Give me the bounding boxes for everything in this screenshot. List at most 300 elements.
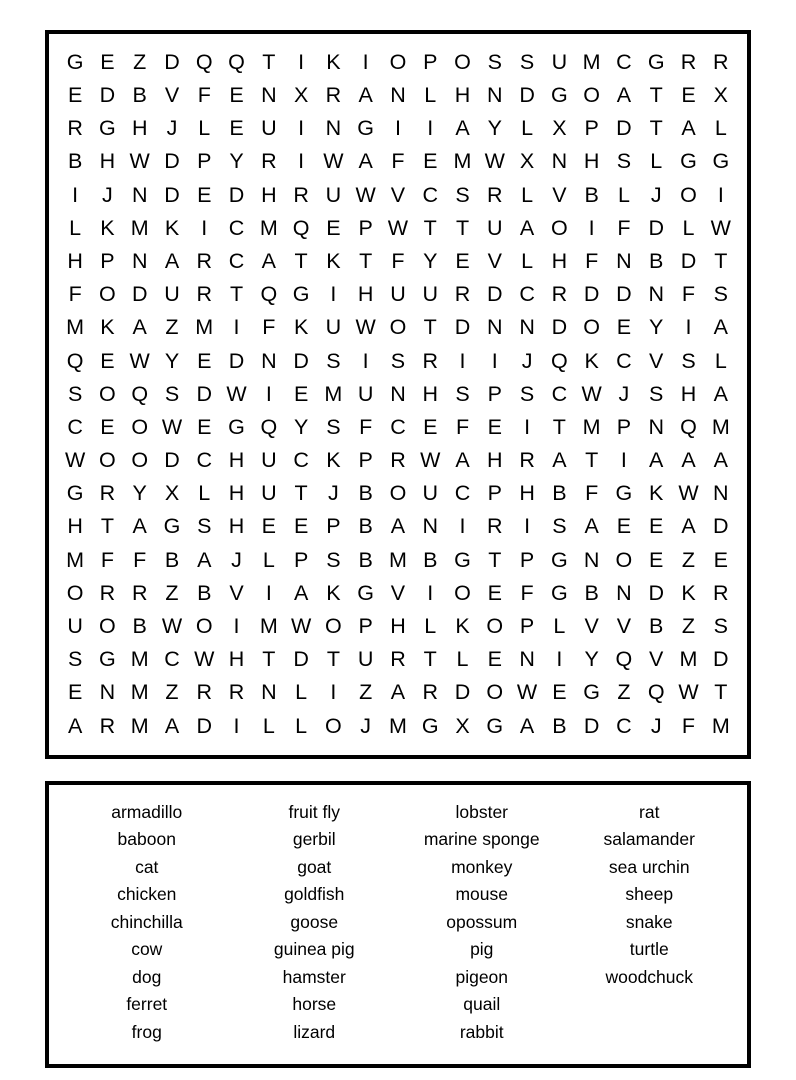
grid-cell: O	[131, 448, 149, 473]
grid-cell: A	[681, 448, 696, 473]
grid-cell: N	[131, 248, 148, 273]
grid-cell: R	[487, 514, 503, 539]
grid-cell: E	[100, 348, 115, 373]
grid-cell: E	[229, 116, 244, 141]
grid-cell: S	[552, 514, 567, 539]
grid-cell: I	[556, 647, 563, 672]
grid-cell: J	[650, 182, 662, 207]
word-list-item: chicken	[117, 884, 177, 905]
grid-cell: N	[519, 647, 535, 672]
grid-cell: I	[265, 580, 272, 605]
word-list-item: snake	[625, 911, 673, 932]
grid-cell: Y	[164, 348, 180, 373]
grid-cell: Z	[359, 680, 373, 705]
grid-cell: E	[100, 414, 115, 439]
grid-cell: O	[583, 83, 600, 108]
grid-cell: U	[390, 282, 406, 307]
grid-row	[59, 146, 737, 179]
grid-row	[59, 710, 737, 743]
grid-cell: L	[714, 348, 727, 373]
grid-cell: G	[357, 116, 375, 141]
grid-cell: M	[130, 647, 149, 672]
grid-cell: K	[326, 448, 341, 473]
grid-cell: E	[487, 580, 502, 605]
grid-cell: T	[714, 248, 728, 273]
grid-cell: M	[582, 414, 601, 439]
grid-cell: M	[324, 381, 343, 406]
grid-cell: D	[164, 182, 180, 207]
grid-cell: E	[616, 315, 632, 340]
grid-cell: A	[616, 83, 632, 108]
grid-cell: A	[713, 381, 728, 406]
grid-cell: S	[487, 49, 502, 74]
grid-cell: L	[262, 713, 275, 738]
grid-cell: V	[229, 580, 244, 605]
grid-row	[59, 544, 737, 577]
grid-cell: Y	[132, 481, 147, 506]
word-list-column-1	[63, 799, 231, 1047]
grid-cell: G	[647, 49, 665, 74]
grid-cell: A	[164, 248, 180, 273]
word-list-item: cow	[131, 939, 163, 960]
grid-cell: D	[648, 215, 664, 240]
grid-cell: A	[197, 547, 212, 572]
grid-cell: L	[682, 215, 695, 240]
grid-cell: Z	[681, 547, 696, 572]
grid-cell: Z	[617, 680, 631, 705]
grid-cell: V	[390, 182, 406, 207]
grid-cell: D	[164, 448, 180, 473]
grid-cell: C	[616, 49, 632, 74]
grid-cell: U	[422, 282, 438, 307]
grid-cell: E	[293, 381, 309, 406]
grid-cell: A	[132, 315, 147, 340]
grid-cell: B	[164, 547, 180, 572]
grid-cell: B	[649, 614, 664, 639]
grid-cell: E	[681, 83, 696, 108]
grid-cell: T	[262, 647, 276, 672]
grid-cell: I	[427, 580, 434, 605]
grid-cell: E	[713, 547, 728, 572]
grid-cell: E	[649, 514, 664, 539]
grid-cell: J	[650, 713, 662, 738]
grid-cell: I	[717, 182, 724, 207]
grid-cell: O	[325, 614, 342, 639]
grid-cell: S	[390, 348, 406, 373]
grid-cell: W	[387, 215, 409, 240]
grid-cell: F	[262, 315, 276, 340]
grid-cell: O	[454, 580, 471, 605]
grid-cell: P	[358, 614, 373, 639]
word-list-item: sea urchin	[608, 856, 690, 877]
grid-cell: N	[261, 83, 277, 108]
grid-cell: E	[67, 680, 83, 705]
grid-cell: Q	[260, 414, 278, 439]
grid-cell: G	[421, 713, 439, 738]
grid-row	[59, 46, 737, 79]
word-list-item: mouse	[455, 884, 509, 905]
grid-cell: B	[584, 182, 599, 207]
grid-cell: S	[681, 348, 696, 373]
grid-cell: U	[487, 215, 503, 240]
grid-cell: N	[551, 149, 568, 174]
grid-cell: G	[615, 481, 633, 506]
grid-cell: P	[100, 248, 115, 273]
word-list-item: goat	[297, 856, 332, 877]
grid-cell: D	[583, 713, 600, 738]
grid-cell: Q	[228, 49, 245, 74]
grid-cell: L	[295, 680, 308, 705]
grid-cell: A	[358, 83, 373, 108]
word-list-item: pigeon	[455, 966, 509, 987]
grid-row	[59, 345, 737, 378]
grid-row	[59, 411, 737, 444]
grid-cell: T	[552, 414, 566, 439]
grid-cell: D	[131, 282, 148, 307]
grid-cell: L	[521, 182, 534, 207]
grid-cell: A	[455, 116, 470, 141]
grid-cell: K	[455, 614, 470, 639]
grid-cell: O	[389, 481, 407, 506]
grid-cell: H	[228, 481, 245, 506]
grid-cell: R	[67, 116, 83, 141]
grid-cell: P	[519, 614, 535, 639]
grid-cell: R	[196, 680, 213, 705]
grid-cell: V	[584, 614, 599, 639]
grid-cell: K	[584, 348, 599, 373]
grid-cell: R	[713, 49, 729, 74]
grid-cell: P	[487, 481, 502, 506]
grid-cell: W	[161, 414, 183, 439]
grid-cell: M	[711, 713, 730, 738]
grid-cell: B	[197, 580, 212, 605]
grid-cell: J	[231, 547, 242, 572]
grid-cell: K	[293, 315, 309, 340]
grid-cell: L	[553, 614, 566, 639]
grid-cell: Q	[550, 348, 568, 373]
grid-cell: F	[585, 248, 599, 273]
grid-cell: D	[519, 83, 535, 108]
grid-cell: O	[389, 315, 407, 340]
grid-cell: D	[487, 282, 503, 307]
grid-cell: A	[681, 514, 696, 539]
grid-cell: F	[520, 580, 534, 605]
grid-cell: Y	[649, 315, 664, 340]
word-list-item: hamster	[282, 966, 346, 987]
grid-cell: O	[99, 448, 116, 473]
grid-cell: I	[620, 448, 627, 473]
grid-row	[59, 677, 737, 710]
grid-cell: F	[68, 282, 82, 307]
grid-cell: H	[228, 448, 245, 473]
grid-cell: U	[261, 481, 277, 506]
grid-cell: L	[262, 547, 275, 572]
grid-cell: L	[424, 83, 437, 108]
grid-cell: N	[648, 282, 664, 307]
grid-cell: H	[228, 647, 245, 672]
grid-cell: S	[326, 547, 341, 572]
grid-cell: D	[551, 315, 568, 340]
grid-cell: E	[293, 514, 309, 539]
grid-cell: Z	[165, 315, 179, 340]
grid-cell: N	[261, 680, 277, 705]
grid-cell: G	[550, 83, 568, 108]
grid-cell: R	[454, 282, 471, 307]
grid-cell: O	[99, 381, 116, 406]
grid-cell: C	[196, 448, 213, 473]
grid-cell: P	[423, 49, 438, 74]
grid-cell: P	[197, 149, 212, 174]
grid-cell: V	[164, 83, 180, 108]
grid-row	[59, 245, 737, 278]
grid-cell: A	[261, 248, 276, 273]
grid-cell: D	[648, 580, 664, 605]
grid-cell: Y	[584, 647, 599, 672]
word-list-item: rabbit	[459, 1021, 504, 1042]
grid-cell: X	[552, 116, 567, 141]
grid-cell: M	[711, 414, 730, 439]
grid-row	[59, 444, 737, 477]
grid-cell: F	[681, 282, 696, 307]
grid-cell: Q	[260, 282, 278, 307]
grid-cell: I	[298, 49, 305, 74]
word-list-item: goldfish	[284, 884, 345, 905]
grid-cell: C	[616, 348, 632, 373]
grid-cell: H	[131, 116, 148, 141]
grid-cell: Q	[615, 647, 633, 672]
grid-cell: R	[99, 713, 116, 738]
grid-cell: A	[519, 713, 535, 738]
grid-cell: R	[551, 282, 568, 307]
grid-cell: J	[360, 713, 372, 738]
grid-cell: H	[454, 83, 471, 108]
grid-cell: B	[358, 481, 373, 506]
grid-cell: O	[454, 49, 471, 74]
grid-cell: E	[197, 182, 212, 207]
grid-cell: E	[197, 414, 212, 439]
word-list-item: cat	[135, 856, 159, 877]
grid-cell: K	[100, 215, 115, 240]
grid-cell: H	[519, 481, 535, 506]
grid-cell: G	[712, 149, 730, 174]
grid-cell: L	[424, 614, 437, 639]
grid-cell: H	[67, 248, 83, 273]
grid-cell: N	[487, 83, 503, 108]
grid-cell: C	[164, 647, 180, 672]
grid-cell: O	[99, 614, 116, 639]
word-list-item: armadillo	[111, 801, 183, 822]
grid-row	[59, 577, 737, 610]
grid-cell: F	[681, 713, 696, 738]
grid-cell: D	[293, 647, 309, 672]
grid-cell: E	[455, 248, 470, 273]
grid-cell: R	[680, 49, 697, 74]
word-list-item: guinea pig	[273, 939, 355, 960]
grid-cell: W	[355, 182, 376, 207]
grid-cell: U	[325, 315, 342, 340]
grid-cell: X	[519, 149, 535, 174]
grid-cell: R	[422, 348, 438, 373]
word-list-column-3	[398, 799, 566, 1047]
grid-cell: T	[423, 315, 437, 340]
grid-cell: I	[588, 215, 595, 240]
grid-cell: U	[422, 481, 438, 506]
grid-cell: U	[164, 282, 180, 307]
grid-cell: J	[102, 182, 113, 207]
grid-cell: O	[486, 614, 504, 639]
word-search-grid-panel	[45, 30, 751, 759]
grid-cell: M	[66, 315, 85, 340]
grid-cell: A	[681, 116, 696, 141]
grid-cell: V	[552, 182, 567, 207]
grid-cell: T	[294, 248, 308, 273]
grid-cell: G	[99, 647, 116, 672]
grid-cell: W	[129, 149, 150, 174]
grid-cell: O	[615, 547, 633, 572]
grid-cell: B	[423, 547, 438, 572]
grid-cell: G	[550, 580, 568, 605]
grid-cell: M	[66, 547, 85, 572]
grid-cell: F	[391, 149, 405, 174]
grid-cell: Q	[131, 381, 149, 406]
grid-row	[59, 610, 737, 643]
grid-row	[59, 112, 737, 145]
grid-cell: E	[67, 83, 83, 108]
grid-cell: N	[422, 514, 438, 539]
grid-cell: W	[581, 381, 602, 406]
grid-cell: F	[391, 248, 405, 273]
grid-cell: K	[326, 49, 341, 74]
grid-cell: E	[616, 514, 632, 539]
grid-cell: O	[325, 713, 342, 738]
grid-cell: O	[680, 182, 697, 207]
grid-cell: H	[422, 381, 438, 406]
grid-cell: I	[233, 315, 240, 340]
grid-cell: A	[713, 315, 728, 340]
grid-cell: W	[194, 647, 215, 672]
grid-cell: L	[521, 116, 534, 141]
grid-cell: Z	[133, 49, 147, 74]
grid-cell: S	[649, 381, 664, 406]
grid-cell: U	[551, 49, 568, 74]
grid-cell: L	[521, 248, 534, 273]
grid-row	[59, 378, 737, 411]
grid-cell: G	[454, 547, 471, 572]
grid-cell: G	[66, 49, 84, 74]
word-list-item: rat	[639, 801, 660, 822]
grid-cell: K	[681, 580, 696, 605]
grid-cell: S	[519, 49, 535, 74]
grid-cell: T	[649, 83, 663, 108]
grid-cell: N	[390, 83, 406, 108]
grid-cell: B	[132, 614, 147, 639]
word-list-item: marine sponge	[423, 829, 540, 850]
grid-cell: N	[325, 116, 342, 141]
grid-cell: A	[552, 448, 567, 473]
grid-cell: W	[64, 448, 86, 473]
grid-cell: I	[459, 348, 466, 373]
grid-cell: A	[584, 514, 599, 539]
grid-cell: T	[585, 448, 599, 473]
grid-cell: L	[617, 182, 630, 207]
word-list-item: quail	[463, 994, 501, 1015]
grid-cell: C	[422, 182, 438, 207]
grid-cell: M	[130, 713, 149, 738]
grid-cell: E	[487, 414, 502, 439]
grid-cell: I	[491, 348, 498, 373]
word-list-panel	[45, 781, 751, 1069]
grid-row	[59, 643, 737, 676]
grid-cell: I	[685, 315, 692, 340]
grid-cell: B	[358, 547, 373, 572]
grid-cell: J	[328, 481, 339, 506]
word-list-column-4	[566, 799, 734, 1047]
grid-cell: M	[259, 215, 278, 240]
grid-cell: D	[99, 83, 116, 108]
grid-cell: R	[325, 83, 342, 108]
word-list-item: fruit fly	[288, 801, 341, 822]
grid-cell: I	[427, 116, 434, 141]
grid-cell: S	[455, 381, 470, 406]
grid-cell: Y	[293, 414, 309, 439]
grid-cell: B	[132, 83, 147, 108]
grid-cell: U	[325, 182, 342, 207]
word-list-item: ferret	[126, 994, 168, 1015]
grid-cell: A	[390, 680, 406, 705]
grid-cell: I	[459, 514, 466, 539]
grid-cell: W	[355, 315, 376, 340]
grid-cell: I	[330, 282, 337, 307]
grid-cell: R	[519, 448, 535, 473]
grid-cell: U	[261, 116, 277, 141]
grid-cell: M	[453, 149, 472, 174]
grid-cell: C	[519, 282, 535, 307]
grid-cell: O	[583, 315, 600, 340]
grid-cell: W	[420, 448, 441, 473]
grid-cell: Z	[165, 580, 179, 605]
grid-cell: Y	[487, 116, 502, 141]
grid-cell: R	[261, 149, 277, 174]
grid-cell: A	[164, 713, 180, 738]
grid-cell: C	[293, 448, 309, 473]
grid-cell: J	[166, 116, 178, 141]
grid-cell: P	[293, 547, 309, 572]
grid-cell: B	[358, 514, 373, 539]
grid-cell: D	[713, 514, 729, 539]
grid-cell: G	[99, 116, 116, 141]
grid-cell: R	[487, 182, 503, 207]
grid-cell: K	[326, 580, 341, 605]
grid-cell: E	[649, 547, 664, 572]
grid-cell: H	[551, 248, 568, 273]
grid-cell: P	[326, 514, 341, 539]
grid-row	[59, 79, 737, 112]
grid-cell: G	[680, 149, 697, 174]
grid-cell: N	[487, 315, 503, 340]
grid-cell: H	[67, 514, 83, 539]
grid-cell: M	[130, 680, 149, 705]
grid-cell: T	[262, 49, 276, 74]
grid-cell: T	[714, 680, 728, 705]
grid-cell: T	[649, 116, 663, 141]
grid-cell: R	[196, 282, 213, 307]
grid-cell: J	[521, 348, 533, 373]
grid-cell: Q	[195, 49, 213, 74]
grid-cell: P	[584, 116, 599, 141]
word-list-item: lobster	[455, 801, 509, 822]
grid-cell: V	[487, 248, 502, 273]
grid-cell: O	[66, 580, 84, 605]
